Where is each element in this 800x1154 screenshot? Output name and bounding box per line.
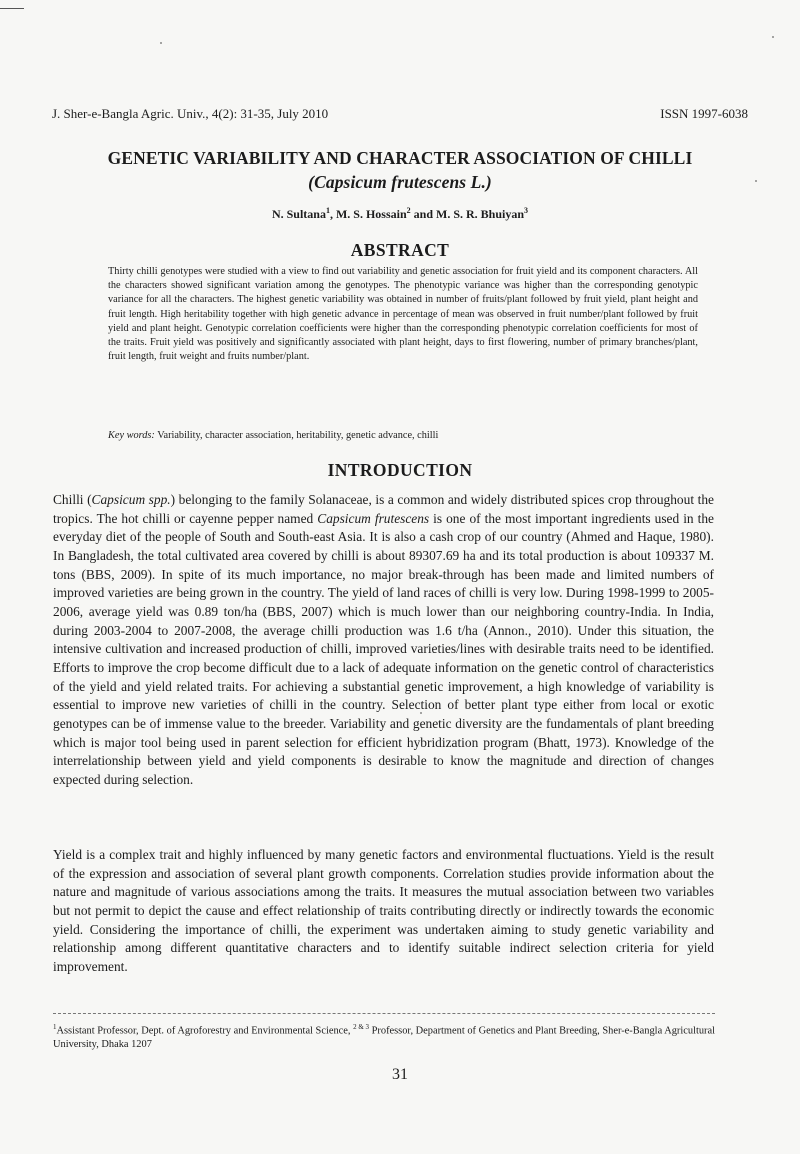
title-species: (Capsicum frutescens L.) (308, 172, 492, 192)
text-run: is one of the most important ingredients used in the everyday diet of the people of South and South-east Asia. It is also a cash crop of our country (Ahmed and Haque, 1980). In Bangladesh, the total cultivated area covered by chilli is about 89307.69 ha and its total production is about 109337 M. tons (BBS, 2009). In spite of its much importance, no major break-through has been made and limited numbers of improved varieties are being grown in the country. The yield of land races of chilli is very low. During 1998-1999 to 2005-2006, average yield was 0.89 ton/ha (BBS, 2007) which is much lower than our neighboring country-India. In India, during 2003-2004 to 2007-2008, the average chilli production was 1.6 t/ha (Annon., 2010). Under this situation, the intensive cultivation and increased production of chilli, improved varieties/lines with desirable traits need to be identified. Efforts to improve the crop become difficult due to a lack of adequate information on the genetic control of characteristics of the yield and yield related traits. For achieving a substantial genetic improvement, a high knowledge of variability is essential to improve new varieties of chilli in the country. Selection of better plant type either from local or exotic genotypes can be of immense value to the breeder. Variability and genetic diversity are the fundamentals of plant breeding which is major tool being used in parent selection for efficient hybridization program (Bhatt, 1973). Knowledge of the interrelationship between yield and yield components is desirable to know the magnitude and direction of changes expected during selection. (53, 510, 714, 787)
introduction-paragraph-2: Yield is a complex trait and highly influenced by many genetic factors and environmental fluctuations. Yield is the result of the expression and association of several plant growth components. Correlation studies provide information about the nature and magnitude of various associations among the traits. It measures the mutual association between two variables but not permit to depict the cause and effect relationship of traits contributing directly or indirectly towards the economic yield. Considering the importance of chilli, the experiment was undertaken aiming to study genetic variability and relationship among different quantitative characters and to identify suitable indirect selection criteria for yield improvement. (53, 847, 714, 974)
text-run: Chilli ( (53, 492, 92, 507)
author-affiliation-mark: 1 (325, 206, 330, 215)
introduction-paragraph-1 (53, 491, 714, 790)
author-name: M. S. Hossain (335, 207, 407, 221)
italic-species: Capsicum frutescens (317, 510, 430, 526)
scan-speck (772, 36, 774, 38)
author-list (40, 206, 760, 222)
author-name: M. S. R. Bhuiyan (436, 207, 525, 221)
title-line: GENETIC VARIABILITY AND CHARACTER ASSOCIATION OF CHILLI (107, 148, 693, 168)
journal-citation: J. Sher-e-Bangla Agric. Univ., 4(2): 31-35, July 2010 (52, 106, 329, 121)
footnote-mark: 1 (53, 1023, 57, 1031)
footnote-mark: 2 & 3 (353, 1023, 370, 1031)
author-separator: and (410, 207, 437, 221)
author-separator: , (329, 207, 336, 221)
keywords-label: Key words: (108, 430, 155, 441)
italic-species: Capsicum spp. (91, 492, 171, 507)
abstract-text: Thirty chilli genotypes were studied with a view to find out variability and genetic association for fruit yield and its component characters. All the characters showed significant variation among the genotypes. The phenotypic variance was higher than the corresponding genotypic variance for all the characters. The highest genetic variability was obtained in number of fruits/plant followed by fruit yield, plant height and fruit length. High heritability together with high genetic advance in percentage of mean was observed in fruit number/plant followed by fruit yield and plant height. Genotypic correlation coefficients were higher than the corresponding phenotypic correlation coefficients for most of the traits. Fruit yield was positively and significantly associated with plant height, days to first flowering, number of primary branches/plant, fruit length, fruit weight and fruits number/plant. (108, 266, 698, 363)
footnote-text: Professor, Department of Genetics and Plant Breeding, Sher-e-Bangla Agricultural University, Dhaka 1207 (53, 1025, 715, 1051)
introduction-heading: INTRODUCTION (327, 460, 473, 480)
scan-speck (160, 42, 162, 44)
author-affiliation-mark: 3 (524, 206, 529, 215)
journal-header (52, 106, 748, 124)
footnote-text: Assistant Professor, Dept. of Agroforestry and Environmental Science, (56, 1025, 354, 1037)
page-number: 31 (392, 1066, 408, 1083)
text-run: ) belonging to the family Solanaceae, is a common and widely distributed spices crop throughout the tropics. The hot chilli or cayenne pepper named (53, 492, 714, 526)
author-name: N. Sultana (271, 207, 326, 221)
keywords (108, 430, 708, 441)
abstract-heading: ABSTRACT (350, 240, 450, 260)
scan-corner-mark (0, 8, 24, 9)
footnote-divider (53, 1013, 715, 1014)
keywords-text: Variability, character association, heritability, genetic advance, chilli (157, 430, 439, 441)
issn: ISSN 1997-6038 (660, 106, 748, 121)
affiliation-footnote (53, 1020, 715, 1052)
author-affiliation-mark: 2 (406, 206, 411, 215)
paper-title (40, 146, 760, 194)
